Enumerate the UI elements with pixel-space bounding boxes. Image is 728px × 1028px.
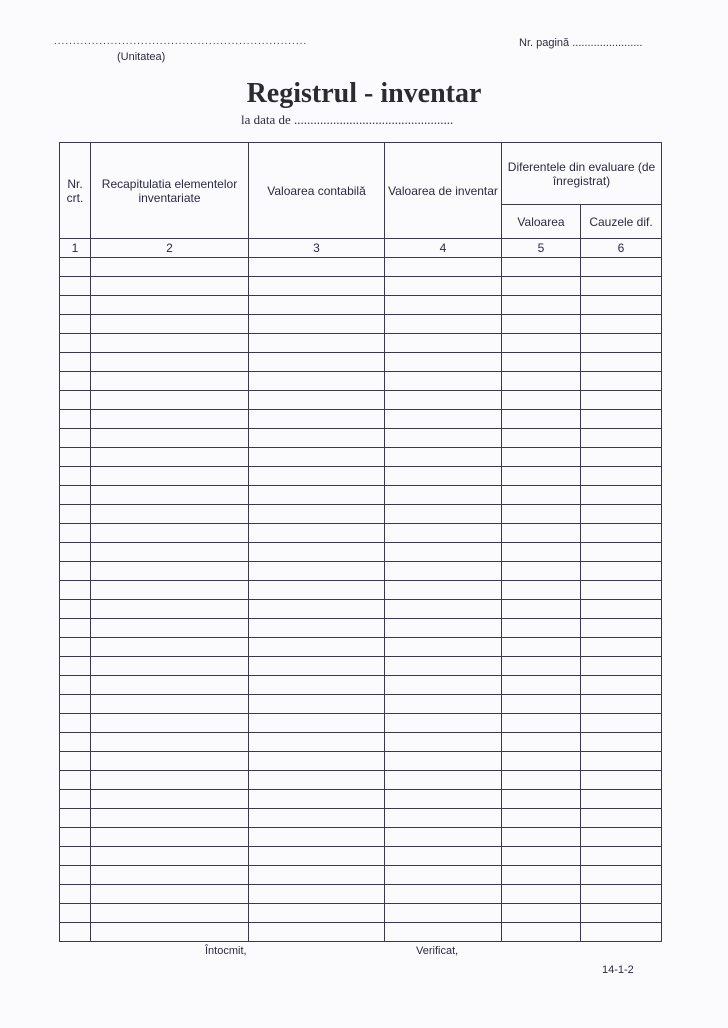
table-cell	[502, 809, 581, 828]
table-cell	[60, 695, 91, 714]
table-cell	[249, 695, 385, 714]
table-cell	[385, 752, 502, 771]
table-cell	[502, 771, 581, 790]
table-cell	[502, 353, 581, 372]
table-cell	[502, 448, 581, 467]
table-cell	[502, 790, 581, 809]
table-row	[60, 467, 662, 486]
table-cell	[60, 866, 91, 885]
date-field: la data de .................................................	[241, 112, 454, 127]
table-cell	[581, 638, 662, 657]
table-cell	[502, 695, 581, 714]
table-cell	[249, 619, 385, 638]
table-cell	[581, 277, 662, 296]
table-cell	[385, 828, 502, 847]
table-cell	[60, 809, 91, 828]
table-cell	[502, 657, 581, 676]
table-cell	[60, 752, 91, 771]
table-cell	[385, 809, 502, 828]
table-cell	[60, 391, 91, 410]
form-code: 14-1-2	[602, 964, 634, 976]
table-cell	[60, 543, 91, 562]
table-cell	[581, 353, 662, 372]
table-row	[60, 619, 662, 638]
table-cell	[385, 923, 502, 942]
table-cell	[385, 733, 502, 752]
table-cell	[581, 486, 662, 505]
table-cell	[385, 258, 502, 277]
table-row	[60, 600, 662, 619]
table-cell	[60, 790, 91, 809]
table-cell	[249, 372, 385, 391]
unit-field-line: ...................................................................	[54, 36, 308, 47]
table-cell	[581, 790, 662, 809]
table-cell	[502, 372, 581, 391]
table-cell	[60, 410, 91, 429]
table-cell	[581, 714, 662, 733]
table-row	[60, 904, 662, 923]
table-cell	[60, 315, 91, 334]
table-cell	[502, 923, 581, 942]
table-cell	[91, 638, 249, 657]
table-cell	[581, 733, 662, 752]
table-cell	[502, 828, 581, 847]
table-cell	[385, 353, 502, 372]
table-row	[60, 543, 662, 562]
table-cell	[60, 448, 91, 467]
table-cell	[581, 429, 662, 448]
column-number: 2	[91, 239, 249, 258]
table-cell	[91, 714, 249, 733]
column-number: 6	[581, 239, 662, 258]
table-cell	[581, 315, 662, 334]
table-cell	[249, 809, 385, 828]
table-cell	[581, 410, 662, 429]
table-cell	[581, 885, 662, 904]
table-row	[60, 866, 662, 885]
table-cell	[385, 334, 502, 353]
table-cell	[385, 619, 502, 638]
table-row	[60, 277, 662, 296]
table-cell	[581, 904, 662, 923]
table-cell	[502, 904, 581, 923]
table-cell	[60, 429, 91, 448]
table-cell	[91, 543, 249, 562]
table-row	[60, 429, 662, 448]
table-row	[60, 391, 662, 410]
table-cell	[91, 505, 249, 524]
table-cell	[91, 809, 249, 828]
table-cell	[249, 448, 385, 467]
table-cell	[581, 847, 662, 866]
table-row	[60, 714, 662, 733]
table-cell	[91, 296, 249, 315]
table-row	[60, 353, 662, 372]
table-cell	[581, 923, 662, 942]
table-cell	[385, 524, 502, 543]
table-cell	[249, 657, 385, 676]
table-cell	[581, 619, 662, 638]
table-cell	[91, 372, 249, 391]
table-cell	[249, 847, 385, 866]
table-cell	[502, 847, 581, 866]
table-cell	[91, 619, 249, 638]
table-row	[60, 258, 662, 277]
table-cell	[60, 638, 91, 657]
table-cell	[91, 790, 249, 809]
table-cell	[502, 296, 581, 315]
table-row	[60, 828, 662, 847]
table-cell	[502, 543, 581, 562]
prepared-by-label: Întocmit,	[205, 945, 247, 957]
table-cell	[502, 410, 581, 429]
table-cell	[581, 391, 662, 410]
table-cell	[249, 315, 385, 334]
inventory-table	[59, 142, 662, 942]
table-cell	[60, 505, 91, 524]
table-cell	[502, 315, 581, 334]
table-cell	[502, 638, 581, 657]
header-diff-value: Valoarea	[502, 205, 581, 239]
table-cell	[60, 296, 91, 315]
table-row	[60, 847, 662, 866]
table-row	[60, 372, 662, 391]
table-cell	[385, 315, 502, 334]
table-cell	[60, 600, 91, 619]
table-cell	[502, 277, 581, 296]
table-cell	[249, 524, 385, 543]
table-cell	[581, 543, 662, 562]
table-cell	[249, 486, 385, 505]
table-cell	[249, 543, 385, 562]
table-row	[60, 923, 662, 942]
table-cell	[581, 600, 662, 619]
table-row	[60, 448, 662, 467]
table-cell	[91, 676, 249, 695]
table-cell	[502, 733, 581, 752]
table-row	[60, 562, 662, 581]
table-cell	[249, 410, 385, 429]
table-cell	[502, 429, 581, 448]
table-cell	[249, 638, 385, 657]
table-cell	[385, 486, 502, 505]
table-cell	[502, 866, 581, 885]
table-cell	[249, 581, 385, 600]
table-cell	[385, 505, 502, 524]
table-cell	[249, 828, 385, 847]
header-book-value: Valoarea contabilă	[249, 143, 385, 239]
table-cell	[385, 904, 502, 923]
table-cell	[91, 334, 249, 353]
table-cell	[60, 828, 91, 847]
table-cell	[249, 353, 385, 372]
table-cell	[91, 657, 249, 676]
table-cell	[60, 904, 91, 923]
table-cell	[385, 866, 502, 885]
column-number: 3	[249, 239, 385, 258]
table-cell	[91, 467, 249, 486]
table-cell	[385, 847, 502, 866]
table-cell	[91, 353, 249, 372]
table-row	[60, 809, 662, 828]
table-cell	[581, 866, 662, 885]
table-cell	[581, 258, 662, 277]
table-cell	[60, 581, 91, 600]
table-cell	[581, 505, 662, 524]
table-cell	[249, 467, 385, 486]
table-row	[60, 581, 662, 600]
table-cell	[249, 334, 385, 353]
table-cell	[249, 277, 385, 296]
table-row	[60, 315, 662, 334]
header-inventory-value: Valoarea de inventar	[385, 143, 502, 239]
table-cell	[60, 676, 91, 695]
table-cell	[60, 258, 91, 277]
table-cell	[502, 600, 581, 619]
column-number: 4	[385, 239, 502, 258]
table-row	[60, 695, 662, 714]
table-cell	[91, 486, 249, 505]
table-cell	[249, 790, 385, 809]
document-title: Registrul - inventar	[246, 78, 482, 109]
table-cell	[91, 429, 249, 448]
table-cell	[581, 467, 662, 486]
table-cell	[91, 448, 249, 467]
table-cell	[385, 714, 502, 733]
table-cell	[91, 771, 249, 790]
table-cell	[60, 847, 91, 866]
table-cell	[385, 277, 502, 296]
table-row	[60, 524, 662, 543]
table-row	[60, 486, 662, 505]
table-cell	[249, 258, 385, 277]
table-cell	[91, 600, 249, 619]
table-cell	[91, 923, 249, 942]
table-cell	[385, 467, 502, 486]
table-cell	[91, 315, 249, 334]
table-cell	[91, 258, 249, 277]
table-cell	[502, 885, 581, 904]
table-cell	[91, 866, 249, 885]
table-cell	[249, 600, 385, 619]
table-cell	[581, 695, 662, 714]
table-cell	[581, 581, 662, 600]
table-cell	[502, 524, 581, 543]
table-cell	[581, 524, 662, 543]
table-cell	[249, 733, 385, 752]
table-cell	[249, 676, 385, 695]
table-cell	[249, 391, 385, 410]
table-cell	[249, 866, 385, 885]
table-cell	[581, 676, 662, 695]
table-cell	[60, 353, 91, 372]
column-number: 5	[502, 239, 581, 258]
table-cell	[91, 562, 249, 581]
table-cell	[249, 714, 385, 733]
table-cell	[385, 448, 502, 467]
table-cell	[249, 296, 385, 315]
table-cell	[581, 809, 662, 828]
table-cell	[581, 752, 662, 771]
table-row	[60, 752, 662, 771]
table-cell	[385, 391, 502, 410]
table-cell	[385, 657, 502, 676]
page-number-field: Nr. pagină .......................	[519, 37, 643, 49]
table-cell	[502, 562, 581, 581]
table-row	[60, 657, 662, 676]
table-cell	[249, 429, 385, 448]
table-cell	[385, 429, 502, 448]
table-cell	[581, 562, 662, 581]
table-cell	[502, 505, 581, 524]
table-cell	[249, 904, 385, 923]
table-cell	[91, 847, 249, 866]
table-cell	[385, 638, 502, 657]
table-cell	[249, 752, 385, 771]
table-row	[60, 790, 662, 809]
table-cell	[502, 334, 581, 353]
table-cell	[60, 771, 91, 790]
table-cell	[581, 828, 662, 847]
table-cell	[581, 657, 662, 676]
table-cell	[249, 771, 385, 790]
table-cell	[502, 752, 581, 771]
table-cell	[385, 600, 502, 619]
table-cell	[385, 676, 502, 695]
table-cell	[60, 733, 91, 752]
table-row	[60, 638, 662, 657]
table-row	[60, 771, 662, 790]
table-cell	[502, 581, 581, 600]
table-cell	[249, 562, 385, 581]
table-cell	[385, 543, 502, 562]
table-cell	[60, 714, 91, 733]
table-cell	[502, 467, 581, 486]
table-cell	[91, 391, 249, 410]
table-cell	[91, 581, 249, 600]
table-cell	[249, 885, 385, 904]
table-cell	[502, 714, 581, 733]
table-cell	[60, 486, 91, 505]
table-cell	[60, 657, 91, 676]
table-cell	[385, 885, 502, 904]
table-cell	[581, 296, 662, 315]
table-cell	[60, 619, 91, 638]
table-cell	[502, 391, 581, 410]
column-number: 1	[60, 239, 91, 258]
table-body	[60, 258, 662, 942]
table-cell	[385, 695, 502, 714]
table-cell	[502, 258, 581, 277]
table-cell	[91, 828, 249, 847]
table-cell	[60, 372, 91, 391]
table-cell	[91, 695, 249, 714]
table-cell	[502, 676, 581, 695]
table-cell	[502, 619, 581, 638]
header-differences: Diferentele din evaluare (de înregistrat)	[502, 143, 662, 205]
table-cell	[385, 771, 502, 790]
table-cell	[91, 524, 249, 543]
table-cell	[60, 562, 91, 581]
table-row	[60, 885, 662, 904]
header-nr-crt: Nr. crt.	[60, 143, 91, 239]
table-cell	[581, 771, 662, 790]
table-row	[60, 410, 662, 429]
table-cell	[385, 581, 502, 600]
table-row	[60, 676, 662, 695]
table-cell	[385, 562, 502, 581]
table-cell	[249, 923, 385, 942]
table-cell	[581, 372, 662, 391]
table-cell	[60, 923, 91, 942]
table-cell	[385, 410, 502, 429]
table-cell	[91, 277, 249, 296]
table-cell	[60, 277, 91, 296]
header-diff-causes: Cauzele dif.	[581, 205, 662, 239]
table-cell	[502, 486, 581, 505]
table-cell	[581, 448, 662, 467]
table-cell	[385, 296, 502, 315]
table-row	[60, 296, 662, 315]
table-cell	[581, 334, 662, 353]
unit-label: (Unitatea)	[117, 51, 166, 63]
table-row	[60, 733, 662, 752]
table-cell	[60, 524, 91, 543]
table-cell	[91, 885, 249, 904]
table-cell	[91, 733, 249, 752]
table-cell	[91, 904, 249, 923]
table-row	[60, 505, 662, 524]
table-row	[60, 334, 662, 353]
table-cell	[60, 334, 91, 353]
table-cell	[385, 790, 502, 809]
table-cell	[91, 752, 249, 771]
table-cell	[249, 505, 385, 524]
table-cell	[60, 885, 91, 904]
verified-by-label: Verificat,	[416, 945, 459, 957]
table-cell	[60, 467, 91, 486]
header-recapitulation: Recapitulatia elementelor inventariate	[91, 143, 249, 239]
table-cell	[385, 372, 502, 391]
table-cell	[91, 410, 249, 429]
